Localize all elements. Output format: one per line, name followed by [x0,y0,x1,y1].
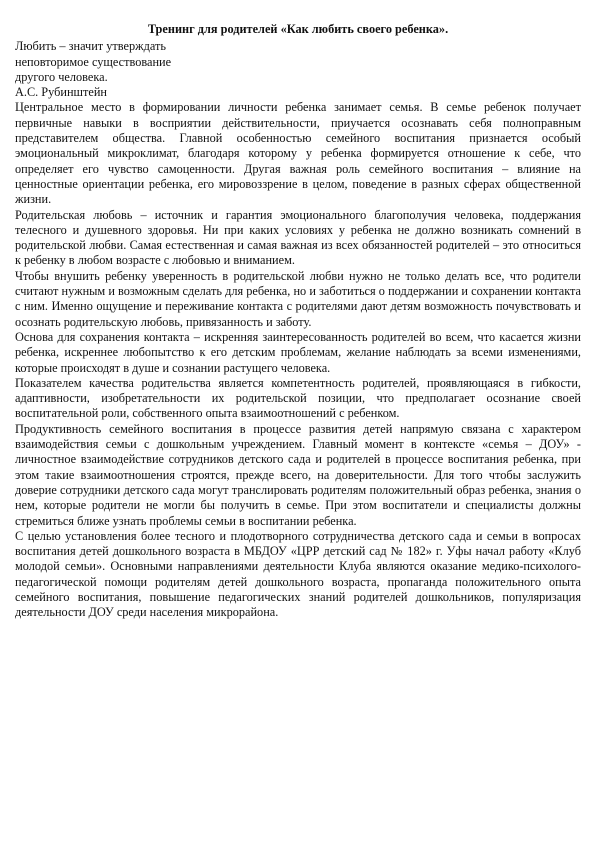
paragraph: Центральное место в формировании личности ребенка занимает семья. В семье ребенок получает первичные навыки в восприятии действительности, приучается осознавать себя полноправным представителем общества. Главной особенностью семейного воспитания признается особый эмоциональный микроклимат, благодаря которому у ребенка формируется отношение к себе, что определяет его чувство самоценности. Другая важная роль семейного воспитания – влияние на ценностные ориентации ребенка, его мировоззрение в целом, поведение в разных сферах общественной жизни. [15,100,581,207]
epigraph [15,39,581,85]
paragraph: С целью установления более тесного и плодотворного сотрудничества детского сада и семьи в вопросах воспитания детей дошкольного возраста в МБДОУ «ЦРР детский сад № 182» г. Уфы начал работу «Клуб молодой семьи». Основными направлениями деятельности Клуба являются оказание медико-психолого-педагогической помощи родителям детей дошкольного возраста, пропаганда положительного опыта семейного воспитания, повышение педагогических знаний родителей дошкольников, популяризация деятельности ДОУ среди населения микрорайона. [15,528,581,620]
document-body [15,100,581,620]
epigraph-line: неповторимое существование [15,54,172,69]
epigraph-line: Любить – значит утверждать [15,39,166,54]
paragraph: Чтобы внушить ребенку уверенность в родительской любви нужно не только делать все, что родители считают нужным и возможным сделать для ребенка, но и заботиться о поддержании и сохранении контакта с ним. Именно ощущение и переживание контакта с родителями дают детям возможность почувствовать и осознать родительскую любовь, привязанность и заботу. [15,268,581,329]
paragraph: Показателем качества родительства является компетентность родителей, проявляющаяся в гибкости, адаптивности, изобретательности их родительской позиции, что предполагает осознание своей воспитательной роли, собственного опыта взаимоотношений с ребенком. [15,375,581,421]
paragraph: Продуктивность семейного воспитания в процессе развития детей напрямую связана с характером взаимодействия семьи с дошкольным учреждением. Главный момент в контексте «семья – ДОУ» - личностное взаимодействие сотрудников детского сада и родителей в процессе воспитания ребенка, при этом такие взаимоотношения строятся, прежде всего, на доверительности. Для того чтобы заслужить доверие сотрудники детского сада могут транслировать родителям положительный образ ребенка, знания о нем, которые родители не могли бы получить в семье. При этом воспитатели и специалисты должны стремиться ближе узнать проблемы семьи в воспитании ребенка. [15,421,581,528]
paragraph: Основа для сохранения контакта – искренняя заинтересованность родителей во всем, что касается жизни ребенка, искреннее любопытство к его детским проблемам, желание наблюдать за всеми изменениями, которые происходят в душе и сознании растущего человека. [15,329,581,375]
paragraph: Родительская любовь – источник и гарантия эмоционального благополучия человека, поддержания телесного и душевного здоровья. Ни при каких условиях у ребенка не должно возникать сомнений в родительской любви. Самая естественная и самая важная из всех обязанностей родителей – это относиться к ребенку в любом возрасте с любовью и вниманием. [15,207,581,268]
document-title: Тренинг для родителей «Как любить своего ребенка». [147,22,449,36]
epigraph-author: А.С. Рубинштейн [15,85,108,100]
document-page [15,22,581,621]
epigraph-line: другого человека. [15,69,108,84]
